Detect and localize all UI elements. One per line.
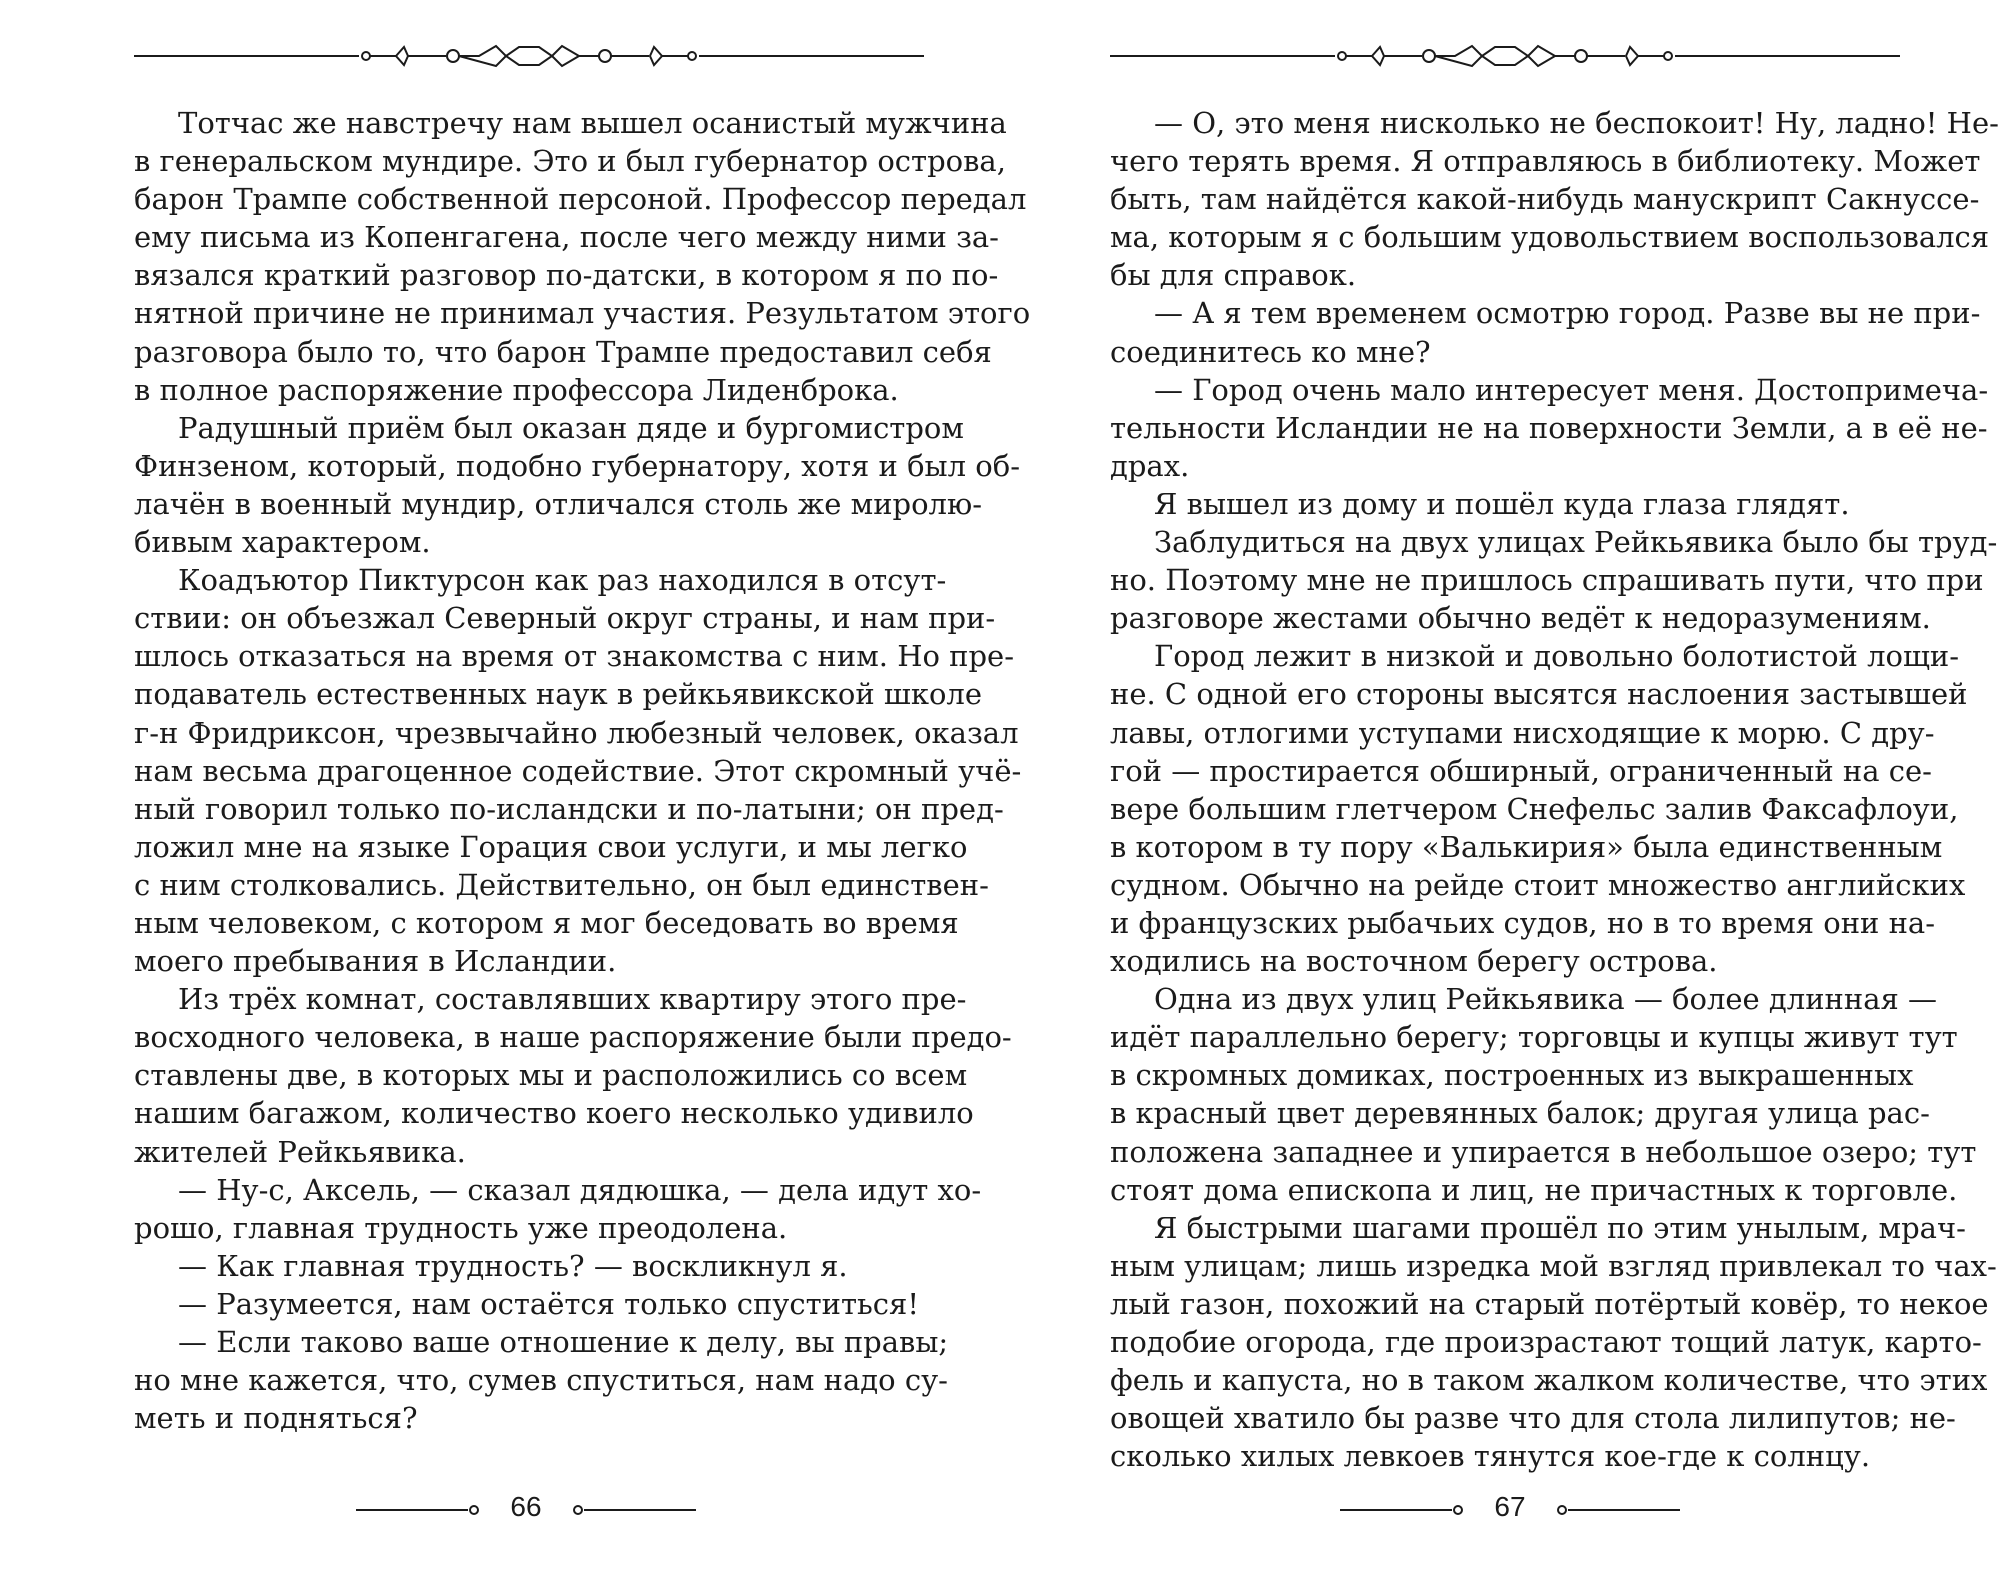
text-line: — Как главная трудность? — воскликнул я. — [178, 1248, 848, 1283]
text-line: нам весьма драгоценное содействие. Этот скромный учё- — [134, 753, 1022, 788]
text-line: но мне кажется, что, сумев спуститься, нам надо су- — [134, 1363, 948, 1398]
text-line: бы для справок. — [1110, 258, 1357, 293]
text-line: восходного человека, в наше распоряжение были предо- — [134, 1020, 1012, 1055]
text-line: стоят дома епископа и лиц, не причастных к торговле. — [1110, 1172, 1958, 1207]
text-line: меть и подняться? — [134, 1401, 418, 1436]
text-line: рошо, главная трудность уже преодолена. — [134, 1210, 788, 1245]
text-line: ставлены две, в которых мы и расположились со всем — [134, 1058, 968, 1093]
text-line: нятной причине не принимал участия. Результатом этого — [134, 296, 1031, 331]
text-line: ным улицам; лишь изредка мой взгляд привлекал то чах- — [1110, 1248, 1997, 1283]
text-line: в полное распоряжение профессора Лиденброка. — [134, 372, 899, 407]
text-line: с ним столковались. Действительно, он был единствен- — [134, 867, 989, 902]
text-line: Из трёх комнат, составлявших квартиру этого пре- — [178, 982, 967, 1017]
text-line: лавы, отлогими уступами нисходящие к морю. С дру- — [1110, 715, 1935, 750]
right-page — [1000, 0, 2000, 1570]
text-line: Я быстрыми шагами прошёл по этим унылым, мрач- — [1154, 1210, 1966, 1245]
body-text — [1110, 104, 1999, 1475]
page-footer — [356, 1490, 696, 1530]
text-line: вере большим глетчером Снефельс залив Факсафлоуи, — [1110, 791, 1959, 826]
text-line: не. С одной его стороны высятся наслоения застывшей — [1110, 677, 1968, 712]
text-line: г-н Фридриксон, чрезвычайно любезный человек, оказал — [134, 715, 1019, 750]
text-line: в красный цвет деревянных балок; другая улица рас- — [1110, 1096, 1930, 1131]
header-ornament — [1110, 40, 1900, 72]
text-line: Коадъютор Пиктурсон как раз находился в отсут- — [178, 563, 947, 598]
text-line: но. Поэтому мне не пришлось спрашивать пути, что при — [1110, 563, 1984, 598]
text-line: — О, это меня нисколько не беспокоит! Ну, ладно! Не- — [1154, 106, 1999, 140]
text-line: овощей хватило бы разве что для стола лилипутов; не- — [1110, 1401, 1956, 1436]
text-line: положена западнее и упирается в небольшое озеро; тут — [1110, 1134, 1977, 1169]
body-text — [134, 104, 1031, 1437]
text-line: ему письма из Копенгагена, после чего между ними за- — [134, 220, 999, 255]
text-line: Тотчас же навстречу нам вышел осанистый мужчина — [178, 106, 1007, 140]
text-line: Город лежит в низкой и довольно болотистой лощи- — [1154, 639, 1960, 674]
text-line: барон Трампе собственной персоной. Профессор передал — [134, 182, 1027, 217]
text-line: ма, которым я с большим удовольствием воспользовался — [1110, 220, 1990, 255]
text-line: вязался краткий разговор по-датски, в котором я по по- — [134, 258, 999, 293]
text-line: соединитесь ко мне? — [1110, 334, 1431, 369]
text-line: Радушный приём был оказан дяде и бургомистром — [178, 410, 964, 445]
text-line: — Если таково ваше отношение к делу, вы правы; — [178, 1325, 949, 1359]
text-line: — Город очень мало интересует меня. Достопримеча- — [1154, 372, 1989, 407]
text-line: драх. — [1110, 448, 1190, 483]
text-line: ходились на восточном берегу острова. — [1110, 944, 1718, 979]
text-line: чего терять время. Я отправляюсь в библиотеку. Может — [1110, 144, 1981, 179]
text-line: лый газон, похожий на старый потёртый ковёр, то некое — [1110, 1286, 1989, 1321]
text-line: — А я тем временем осмотрю город. Разве вы не при- — [1154, 296, 1981, 331]
text-line: моего пребывания в Исландии. — [134, 944, 617, 979]
text-line: разговора было то, что барон Трампе предоставил себя — [134, 334, 992, 369]
text-line: разговоре жестами обычно ведёт к недоразумениям. — [1110, 601, 1931, 636]
text-line: тельности Исландии не на поверхности Земли, а в её не- — [1110, 410, 1988, 445]
text-line: шлось отказаться на время от знакомства с ним. Но пре- — [134, 639, 1015, 674]
page-number: 66 — [510, 1491, 542, 1522]
text-line: и французских рыбачьих судов, но в то время они на- — [1110, 905, 1936, 940]
text-line: в генеральском мундире. Это и был губернатор острова, — [134, 144, 1006, 179]
text-line: ным человеком, с котором я мог беседовать во время — [134, 905, 959, 940]
text-line: гой — простирается обширный, ограниченный на се- — [1110, 753, 1932, 788]
text-line: — Разумеется, нам остаётся только спуститься! — [178, 1286, 919, 1321]
text-line: Финзеном, который, подобно губернатору, хотя и был об- — [134, 448, 1021, 483]
text-line: фель и капуста, но в таком жалком количестве, что этих — [1110, 1363, 1988, 1398]
text-line: в котором в ту пору «Валькирия» была единственным — [1110, 829, 1943, 864]
text-line: идёт параллельно берегу; торговцы и купцы живут тут — [1110, 1020, 1958, 1055]
text-line: ствии: он объезжал Северный округ страны, и нам при- — [134, 601, 996, 636]
page-footer — [1340, 1490, 1680, 1530]
text-line: Заблудиться на двух улицах Рейкьявика было бы труд- — [1154, 525, 1998, 560]
header-ornament — [134, 40, 924, 72]
text-line: нашим багажом, количество коего несколько удивило — [134, 1096, 974, 1131]
text-line: бивым характером. — [134, 525, 431, 560]
page-number: 67 — [1494, 1491, 1526, 1522]
text-line: подаватель естественных наук в рейкьявикской школе — [134, 677, 982, 712]
text-line: сколько хилых левкоев тянутся кое-где к солнцу. — [1110, 1439, 1871, 1474]
text-line: — Ну-с, Аксель, — сказал дядюшка, — дела идут хо- — [178, 1172, 982, 1207]
text-line: лачён в военный мундир, отличался столь же миролю- — [134, 486, 983, 521]
text-line: ный говорил только по-исландски и по-латыни; он пред- — [134, 791, 1004, 826]
text-line: жителей Рейкьявика. — [134, 1134, 466, 1169]
text-line: быть, там найдётся какой-нибудь манускрипт Сакнуссе- — [1110, 182, 1980, 217]
text-line: ложил мне на языке Горация свои услуги, и мы легко — [134, 829, 968, 864]
text-line: Я вышел из дому и пошёл куда глаза глядят. — [1154, 486, 1850, 521]
text-line: Одна из двух улиц Рейкьявика — более длинная — — [1154, 982, 1937, 1017]
text-line: в скромных домиках, построенных из выкрашенных — [1110, 1058, 1914, 1093]
text-line: подобие огорода, где произрастают тощий латук, карто- — [1110, 1325, 1982, 1359]
text-line: судном. Обычно на рейде стоит множество английских — [1110, 867, 1966, 902]
